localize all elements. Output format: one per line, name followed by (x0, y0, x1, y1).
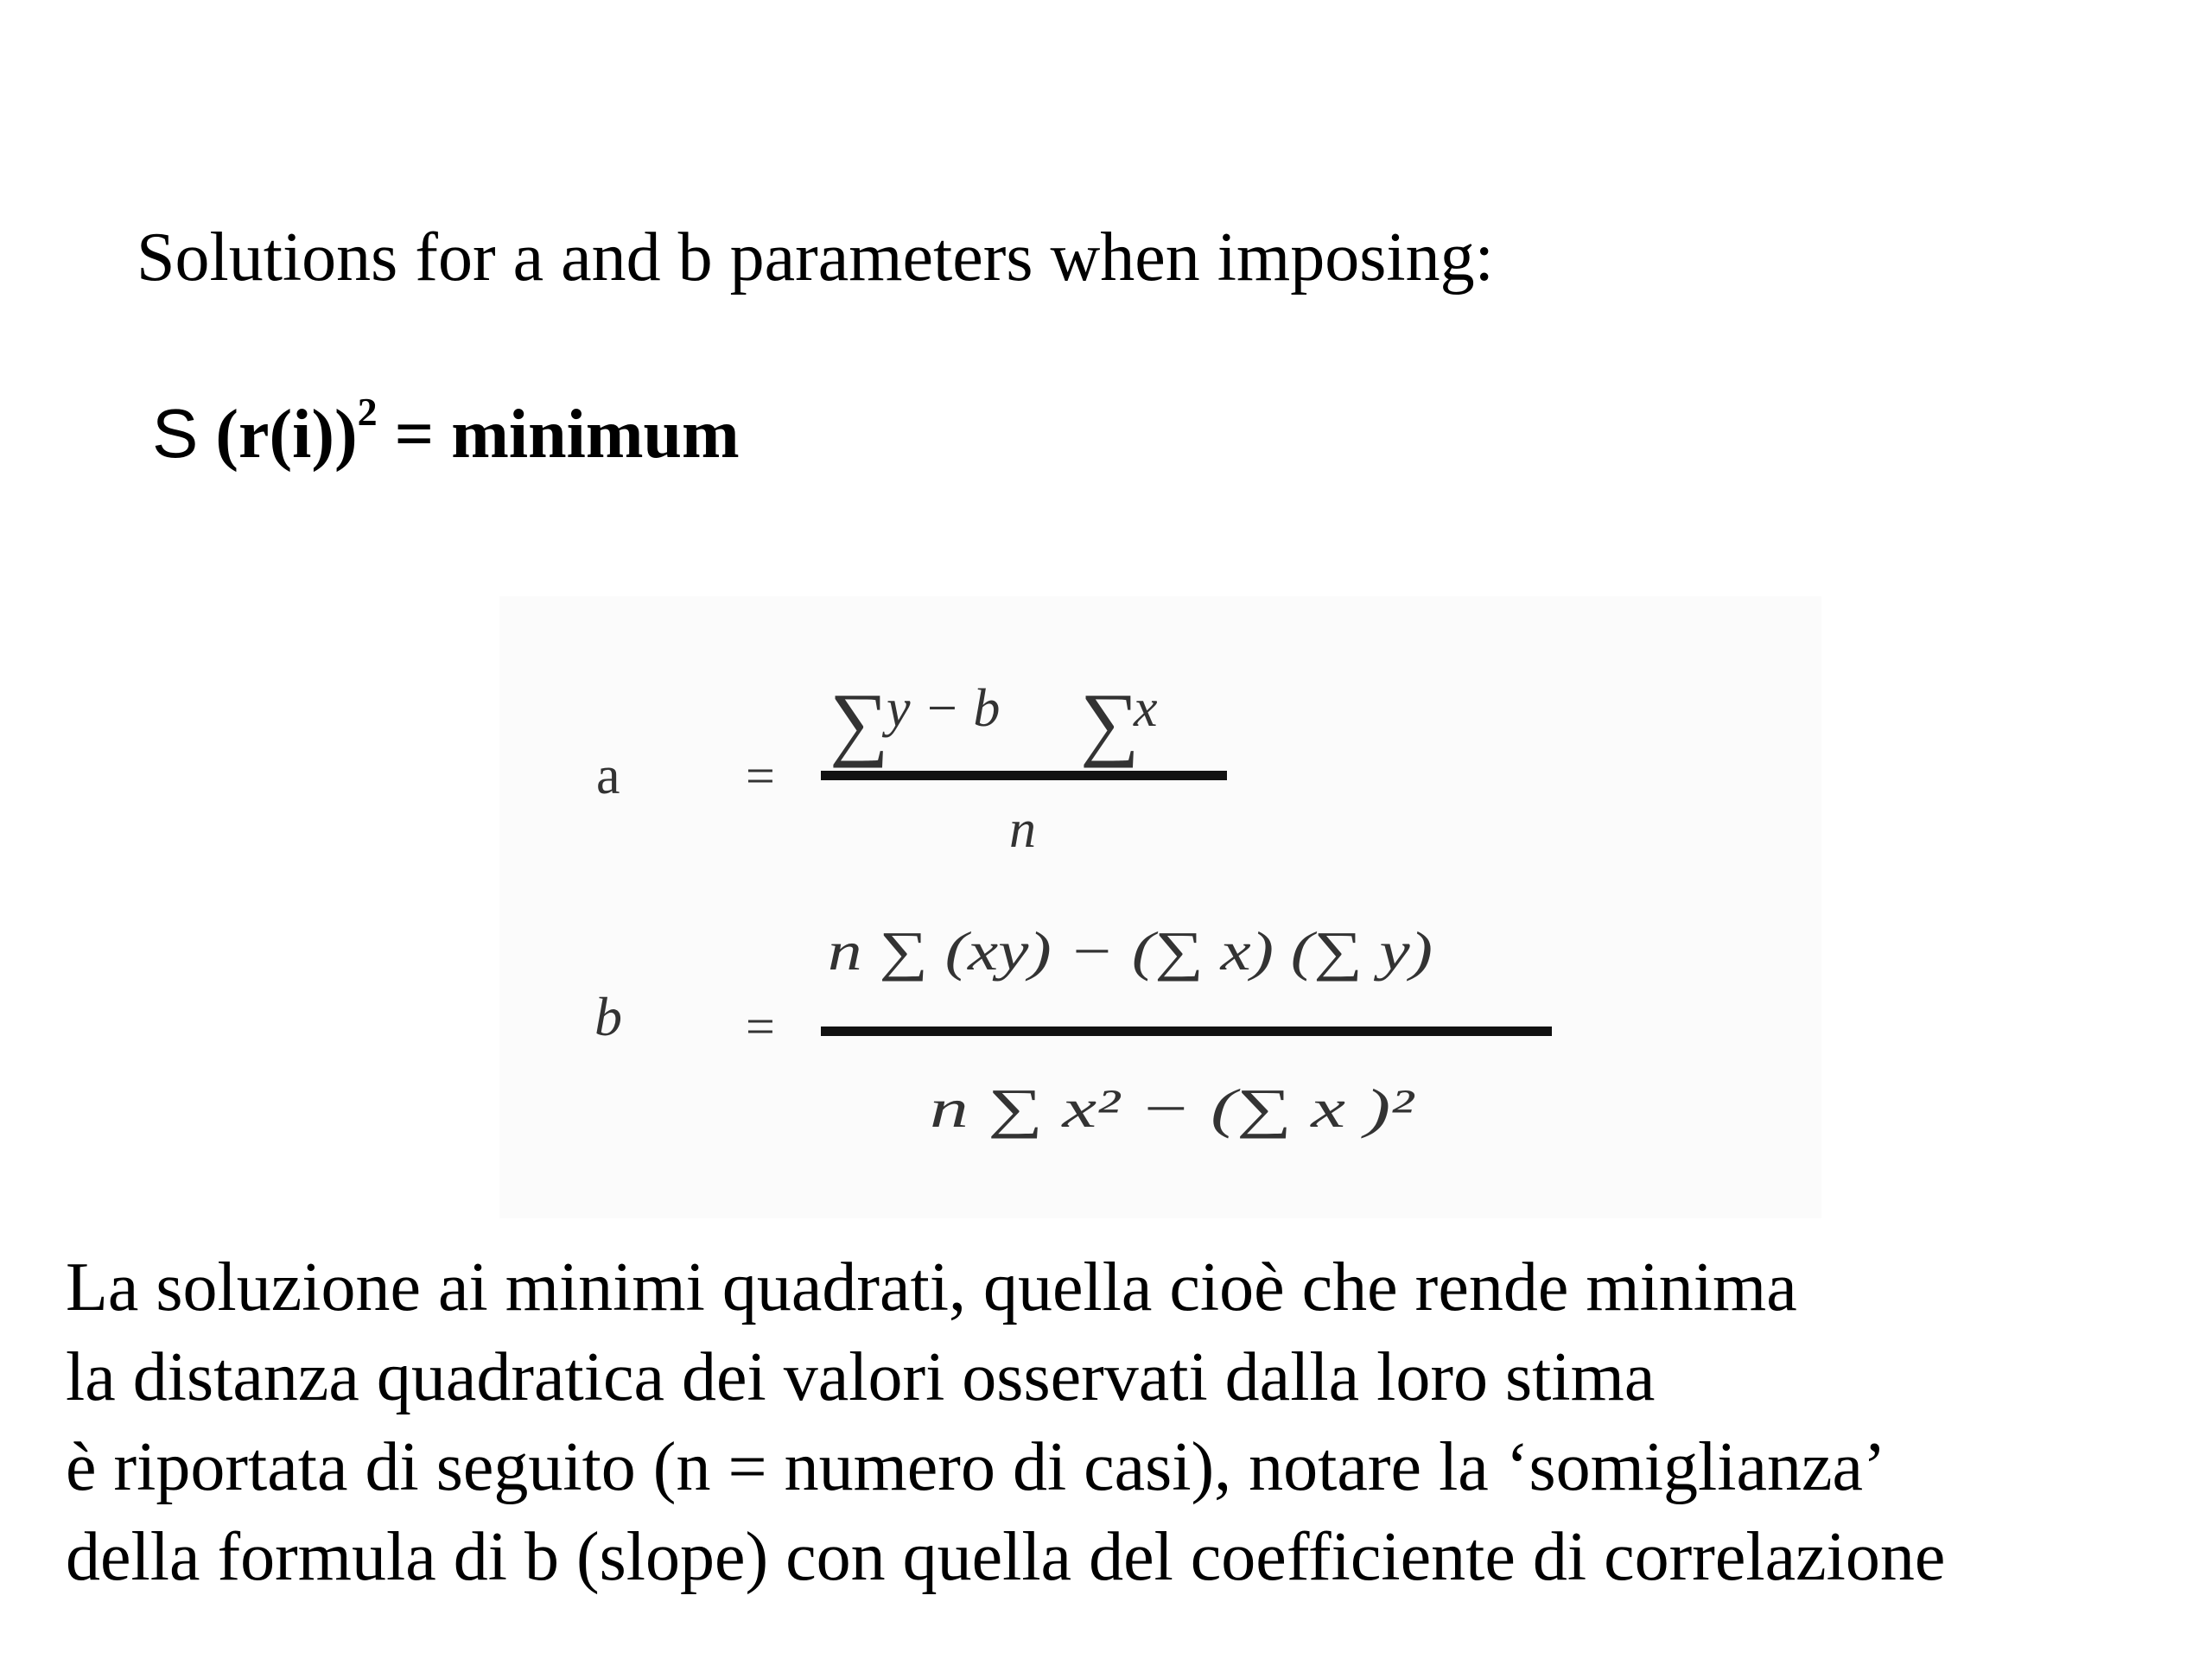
sum-symbol: S (152, 395, 199, 472)
b-equals: = (746, 998, 775, 1055)
explanation-paragraph (66, 1243, 1945, 1602)
slide-heading: Solutions for a and b parameters when imposing: (137, 219, 1494, 296)
a-lhs: a (596, 747, 620, 805)
a-fraction-bar (821, 771, 1227, 780)
b-numerator: n ∑ (xy) − (∑ x) (∑ y) (828, 920, 1433, 982)
condition-base: (r(i)) (198, 397, 358, 473)
condition-exponent: 2 (357, 390, 378, 435)
b-lhs: b (594, 986, 622, 1047)
formula-image (499, 596, 1821, 1218)
a-numerator-term-2: x (1134, 679, 1158, 738)
b-fraction-bar (821, 1027, 1552, 1036)
a-sum-symbol-1: ∑ (830, 676, 889, 768)
a-sum-symbol-2: ∑ (1080, 676, 1140, 768)
condition-rest: = minimum (377, 397, 740, 473)
a-numerator-term-1: y − b (887, 679, 1001, 738)
paragraph-line: è riportata di seguito (n = numero di casi), notare la ‘somiglianza’ (66, 1429, 1886, 1505)
formula-graphic (499, 596, 1821, 1218)
a-equals: = (746, 747, 775, 804)
b-denominator: n ∑ x² − (∑ x )² (930, 1077, 1416, 1139)
paragraph-line: della formula di b (slope) con quella del coefficiente di correlazione (66, 1519, 1946, 1595)
minimization-condition (152, 390, 740, 473)
paragraph-line: La soluzione ai minimi quadrati, quella cioè che rende minima (66, 1249, 1797, 1325)
a-denominator: n (1009, 800, 1036, 859)
paragraph-line: la distanza quadratica dei valori osservati dalla loro stima (66, 1339, 1656, 1415)
